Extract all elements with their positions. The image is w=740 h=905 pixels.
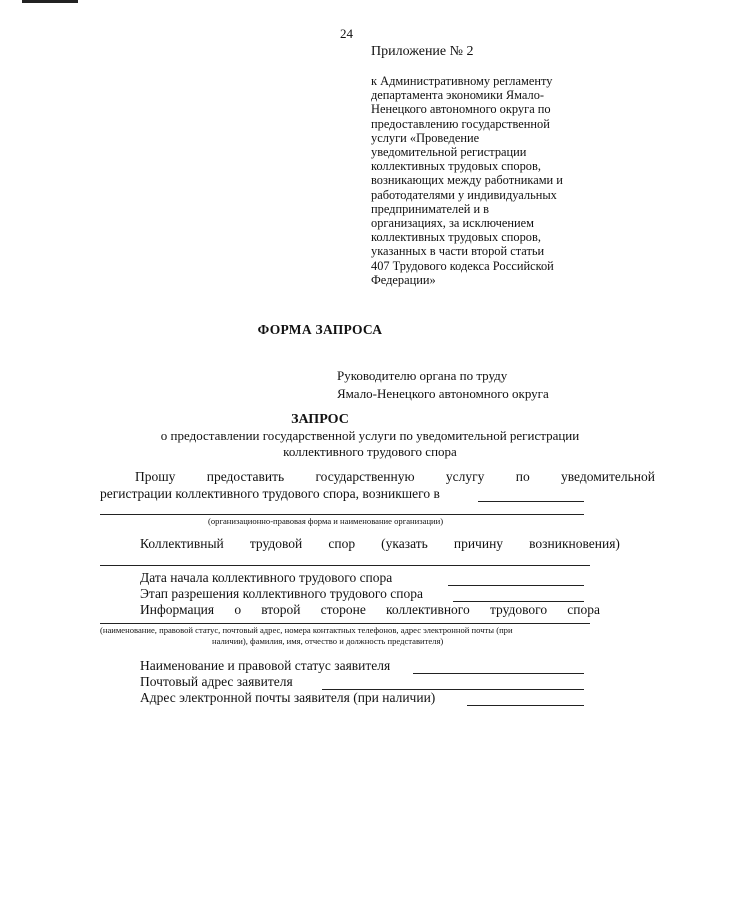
- word: Прошу: [135, 469, 176, 484]
- other-side-line: [140, 602, 600, 618]
- organization-caption: (организационно-правовая форма и наименование организации): [208, 516, 444, 526]
- start-date-label: Дата начала коллективного трудового спора: [140, 570, 393, 585]
- applicant-address-label: Почтовый адрес заявителя: [140, 674, 293, 689]
- word: возникновения): [529, 536, 620, 551]
- dispute-cause-line: [140, 536, 620, 552]
- annex-line: указанных в части второй статьи: [371, 244, 545, 259]
- other-side-caption-line1: (наименование, правовой статус, почтовый адрес, номера контактных телефонов, адрес электронной почты (при: [100, 625, 513, 635]
- other-side-caption-line2: наличии), фамилия, имя, отчество и должность представителя): [212, 636, 444, 646]
- request-subtitle-line: коллективного трудового спора: [283, 444, 457, 459]
- applicant-email-field[interactable]: [467, 705, 584, 706]
- other-side-field[interactable]: [100, 623, 590, 624]
- addressee-line: Руководителю органа по труду: [337, 368, 508, 383]
- word: уведомительной: [561, 469, 655, 484]
- addressee-block: [337, 367, 549, 403]
- request-paragraph-line1: [135, 469, 655, 485]
- word: трудового: [489, 602, 548, 617]
- stage-label: Этап разрешения коллективного трудового спора: [140, 586, 423, 601]
- word: причину: [453, 536, 504, 551]
- annex-line: коллективных трудовых споров,: [371, 159, 541, 174]
- annex-line: Федерации»: [371, 272, 436, 287]
- annex-line: работодателями у индивидуальных: [371, 187, 557, 202]
- applicant-name-field[interactable]: [413, 673, 584, 674]
- form-title: ФОРМА ЗАПРОСА: [257, 322, 383, 337]
- word: по: [515, 469, 530, 484]
- start-date-field[interactable]: [448, 585, 584, 586]
- word: предоставить: [206, 469, 285, 484]
- annex-line: возникающих между работниками и: [371, 173, 563, 188]
- request-paragraph-line2: регистрации коллективного трудового спора, возникшего в: [100, 486, 440, 501]
- applicant-email-label: Адрес электронной почты заявителя (при наличии): [140, 690, 436, 705]
- annex-line: услуги «Проведение: [371, 130, 480, 145]
- word: стороне: [320, 602, 366, 617]
- word: (указать: [381, 536, 428, 551]
- word: спора: [567, 602, 600, 617]
- annex-line: предоставлению государственной: [371, 116, 550, 131]
- organization-field-blank[interactable]: [478, 501, 584, 502]
- addressee-line: Ямало-Ненецкого автономного округа: [337, 386, 549, 401]
- word: спор: [328, 536, 356, 551]
- annex-line: предпринимателей и в: [371, 201, 490, 216]
- top-edge-mark: [22, 0, 78, 3]
- word: государственную: [315, 469, 415, 484]
- annex-line: к Административному регламенту: [371, 74, 553, 88]
- annex-line: уведомительной регистрации: [371, 145, 527, 160]
- request-title: ЗАПРОС: [291, 412, 349, 427]
- request-subtitle-line: о предоставлении государственной услуги по уведомительной регистрации: [160, 428, 580, 443]
- word: коллективного: [386, 602, 470, 617]
- word: трудовой: [249, 536, 303, 551]
- word: о: [234, 602, 242, 617]
- word: услугу: [445, 469, 485, 484]
- dispute-cause-field[interactable]: [100, 565, 590, 566]
- annex-line: организациях, за исключением: [371, 216, 534, 231]
- word: Информация: [140, 602, 215, 617]
- organization-field-line[interactable]: [100, 514, 584, 515]
- annex-line: 407 Трудового кодекса Российской: [371, 258, 554, 273]
- annex-reference: [371, 74, 603, 287]
- appendix-title: Приложение № 2: [371, 44, 474, 59]
- word: второй: [261, 602, 301, 617]
- page-number: 24: [340, 26, 353, 41]
- annex-line: Ненецкого автономного округа по: [371, 102, 551, 117]
- applicant-name-label: Наименование и правовой статус заявителя: [140, 658, 391, 673]
- request-subtitle: [0, 428, 740, 460]
- word: Коллективный: [140, 536, 224, 551]
- annex-line: департамента экономики Ямало-: [371, 88, 545, 103]
- annex-line: коллективных трудовых споров,: [371, 230, 541, 245]
